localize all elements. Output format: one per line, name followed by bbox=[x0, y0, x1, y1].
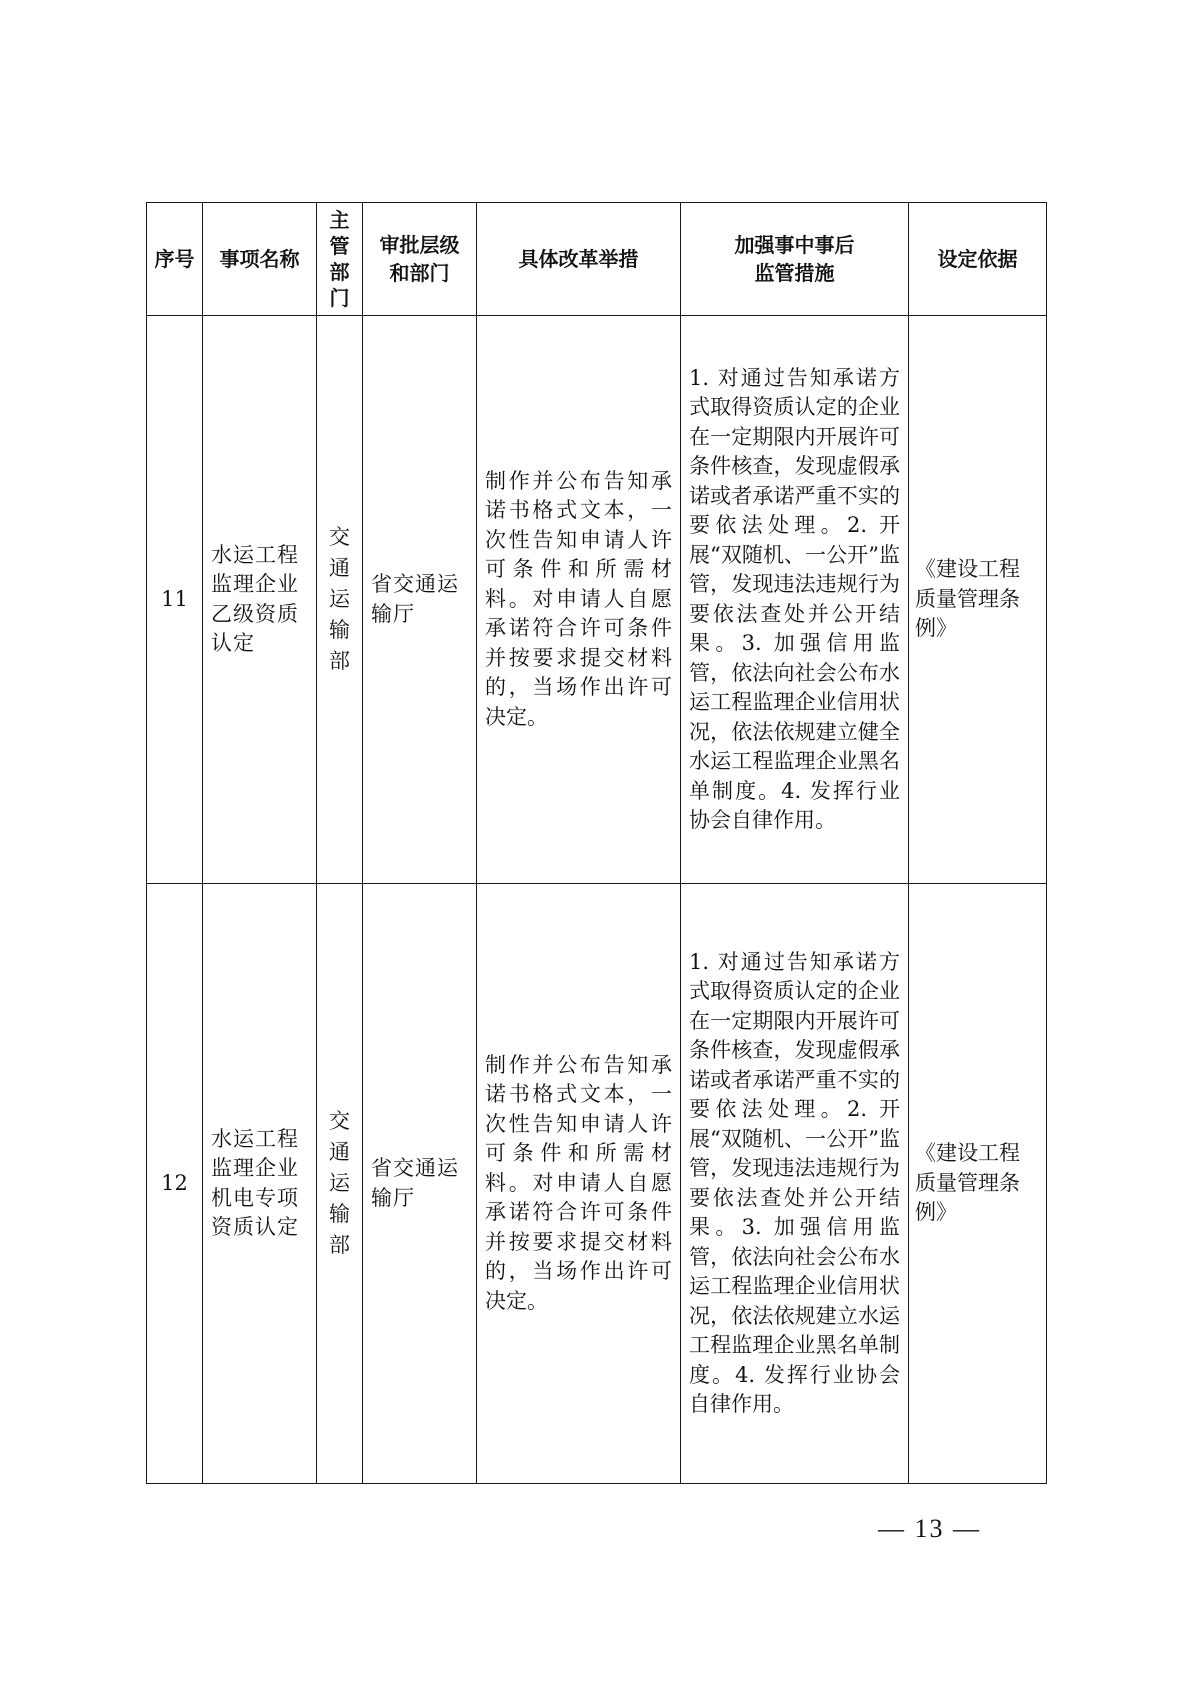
page-number: — 13 — bbox=[878, 1514, 981, 1543]
cell-dept: 交通运输部 bbox=[317, 316, 363, 884]
header-row bbox=[147, 203, 1047, 316]
cell-dept: 交通运输部 bbox=[317, 884, 363, 1484]
header-reform: 具体改革举措 bbox=[477, 203, 681, 316]
table-row bbox=[147, 884, 1047, 1484]
cell-basis: 《建设工程质量管理条例》 bbox=[909, 884, 1047, 1484]
cell-approval-level: 省交通运输厅 bbox=[363, 884, 477, 1484]
cell-item-name: 水运工程监理企业机电专项资质认定 bbox=[203, 884, 317, 1484]
header-approval-level: 审批层级 和部门 bbox=[363, 203, 477, 316]
header-supervision: 加强事中事后 监管措施 bbox=[681, 203, 909, 316]
cell-reform: 制作并公布告知承诺书格式文本，一次性告知申请人许可条件和所需材料。对申请人自愿承诺符合许可条件并按要求提交材料的，当场作出许可决定。 bbox=[477, 316, 681, 884]
header-seq: 序号 bbox=[147, 203, 203, 316]
header-item-name: 事项名称 bbox=[203, 203, 317, 316]
cell-supervision: 1. 对通过告知承诺方式取得资质认定的企业在一定期限内开展许可条件核查，发现虚假承诺或者承诺严重不实的要依法处理。2. 开展“双随机、一公开”监管，发现违法违规行为要依法查处并公开结果。3. 加强信用监管，依法向社会公布水运工程监理企业信用状况，依法依规建立健全水运工程监理企业黑名单制度。4. 发挥行业协会自律作用。 bbox=[681, 316, 909, 884]
header-basis: 设定依据 bbox=[909, 203, 1047, 316]
cell-supervision: 1. 对通过告知承诺方式取得资质认定的企业在一定期限内开展许可条件核查，发现虚假承诺或者承诺严重不实的要依法处理。2. 开展“双随机、一公开”监管，发现违法违规行为要依法查处并公开结果。3. 加强信用监管，依法向社会公布水运工程监理企业信用状况，依法依规建立水运工程监理企业黑名单制度。4. 发挥行业协会自律作用。 bbox=[681, 884, 909, 1484]
cell-approval-level: 省交通运输厅 bbox=[363, 316, 477, 884]
header-dept: 主管部门 bbox=[317, 203, 363, 316]
approval-items-table bbox=[146, 202, 1047, 1484]
table-row bbox=[147, 316, 1047, 884]
cell-item-name: 水运工程监理企业乙级资质认定 bbox=[203, 316, 317, 884]
cell-seq: 11 bbox=[147, 316, 203, 884]
cell-basis: 《建设工程质量管理条例》 bbox=[909, 316, 1047, 884]
cell-seq: 12 bbox=[147, 884, 203, 1484]
cell-reform: 制作并公布告知承诺书格式文本，一次性告知申请人许可条件和所需材料。对申请人自愿承诺符合许可条件并按要求提交材料的，当场作出许可决定。 bbox=[477, 884, 681, 1484]
